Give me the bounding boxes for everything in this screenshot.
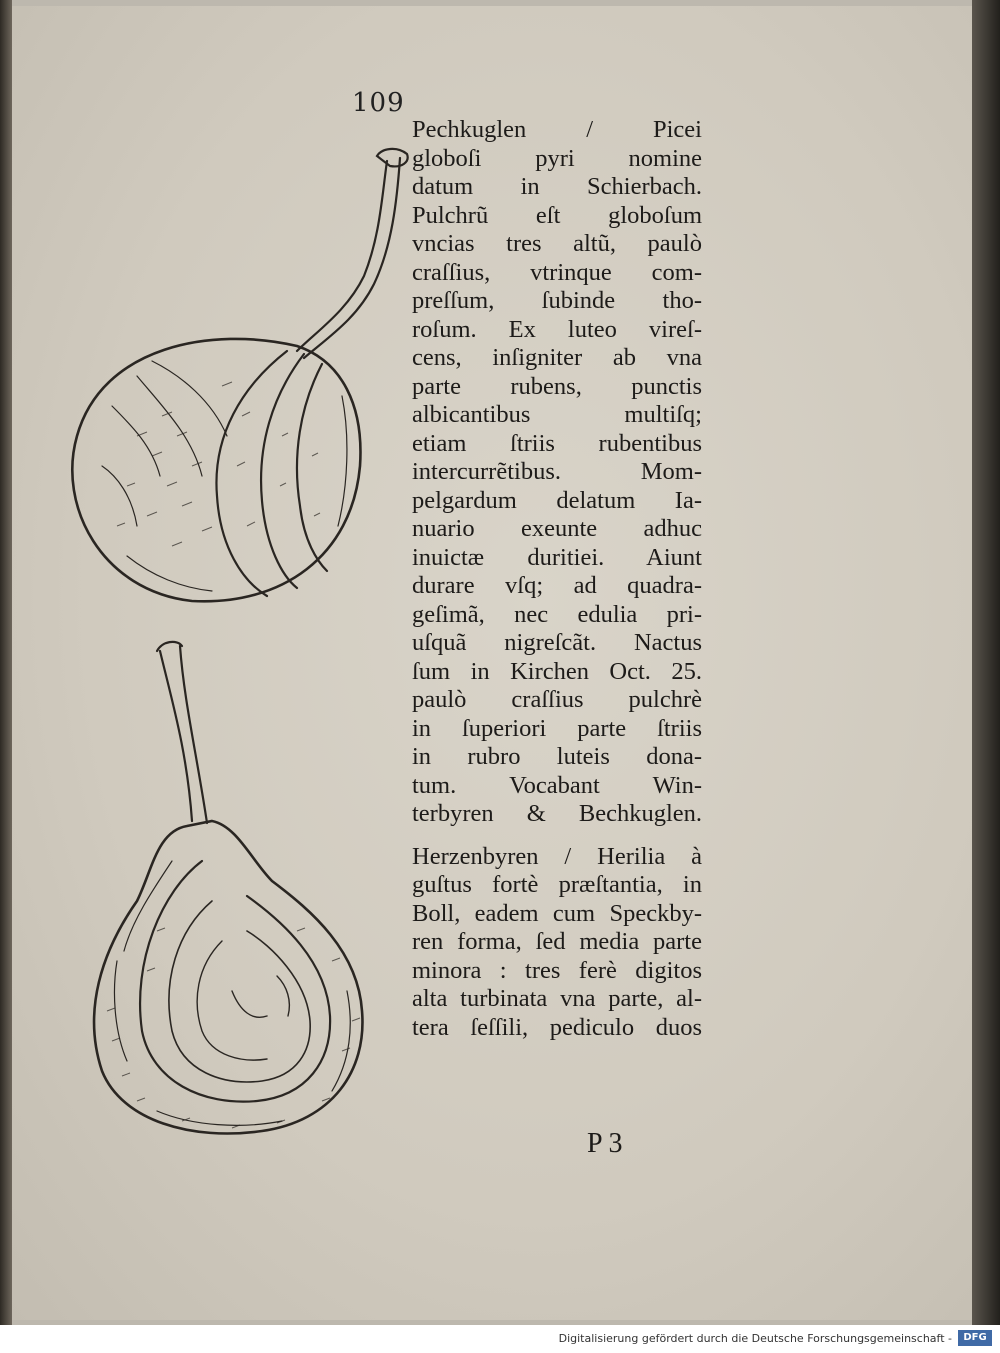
book-binding-edge (0, 0, 12, 1325)
text-line: in ſuperiori parte ſtriis (412, 714, 702, 742)
text-line: ſum in Kirchen Oct. 25. (412, 657, 702, 685)
text-line: vncias tres altũ, paulò (412, 230, 702, 257)
text-line: inuictæ duritiei. Aiunt (412, 543, 702, 571)
text-line: terbyren & Bechkuglen. (412, 800, 702, 827)
page-number: 109 (352, 88, 405, 118)
main-text-column (412, 116, 702, 1042)
book-page (12, 6, 972, 1320)
text-line: uſquã nigreſcãt. Nactus (412, 629, 702, 656)
signature-mark: P 3 (587, 1128, 623, 1159)
dfg-logo: DFG (958, 1330, 992, 1346)
text-line: albicantibus multiſq; (412, 401, 702, 428)
text-line: pelgardum delatum Ia- (412, 486, 702, 514)
digitization-footer (0, 1325, 1000, 1353)
text-line: cens, inſigniter ab vna (412, 344, 702, 371)
text-line: nuario exeunte adhuc (412, 515, 702, 542)
text-line: in rubro luteis dona- (412, 743, 702, 770)
text-line: datum in Schierbach. (412, 173, 702, 200)
text-line: craſſius, vtrinque com- (412, 258, 702, 286)
text-line: tera ſeſſili, pediculo duos (412, 1013, 702, 1041)
text-line: geſimã, nec edulia pri- (412, 600, 702, 628)
text-line: Boll, eadem cum Speckby- (412, 899, 702, 927)
text-line: etiam ſtriis rubentibus (412, 429, 702, 457)
text-line: globoſi pyri nomine (412, 144, 702, 172)
text-line: intercurrẽtibus. Mom- (412, 458, 702, 485)
text-line: Herzenbyren / Herilia à (412, 842, 702, 870)
text-line: roſum. Ex luteo vireſ- (412, 315, 702, 343)
text-line: alta turbinata vna parte, al- (412, 985, 702, 1012)
text-line: guſtus fortè præſtantia, in (412, 871, 702, 898)
text-line: durare vſq; ad quadra- (412, 572, 702, 599)
text-line: Pechkuglen / Picei (412, 116, 702, 143)
text-line: minora : tres ferè digitos (412, 956, 702, 984)
page-stack-edge (972, 0, 1000, 1325)
text-line: Pulchrũ eſt globoſum (412, 201, 702, 229)
globular-pear-illustration (42, 136, 412, 616)
text-line: tum. Vocabant Win- (412, 771, 702, 799)
text-line: ren forma, ſed media parte (412, 928, 702, 955)
footer-credit: Digitalisierung gefördert durch die Deutsche Forschungsgemeinschaft - (558, 1332, 952, 1345)
text-line: paulò craſſius pulchrè (412, 686, 702, 713)
turbinate-pear-illustration (62, 631, 382, 1151)
text-line: parte rubens, punctis (412, 372, 702, 400)
text-line: preſſum, ſubinde tho- (412, 287, 702, 314)
